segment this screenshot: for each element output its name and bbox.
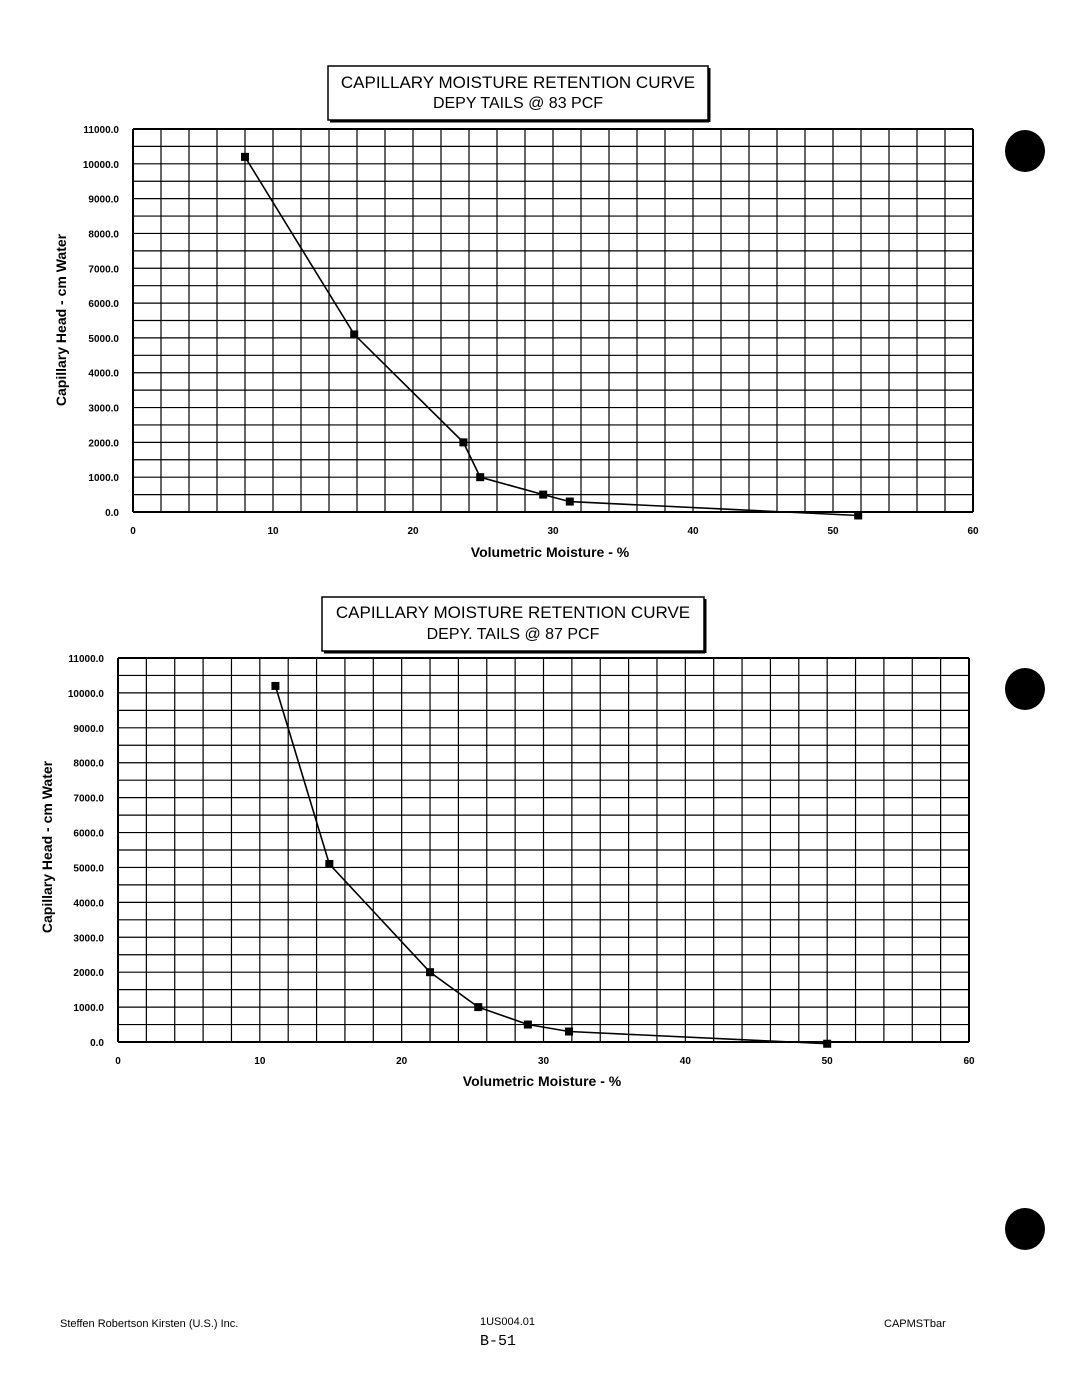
y-tick-label: 0.0	[90, 1038, 104, 1049]
chart-subtitle: DEPY. TAILS @ 87 PCF	[426, 626, 600, 643]
footer-company: Steffen Robertson Kirsten (U.S.) Inc.	[60, 1318, 239, 1330]
y-tick-label: 10000.0	[67, 688, 104, 700]
data-point-marker	[823, 1040, 831, 1048]
data-point-marker	[524, 1021, 532, 1029]
chart-title: CAPILLARY MOISTURE RETENTION CURVE	[340, 73, 696, 92]
x-tick-label: 60	[967, 526, 979, 537]
x-tick-label: 20	[407, 526, 419, 537]
data-point-marker	[325, 860, 333, 868]
y-axis-label: Capillary Head - cm Water	[53, 233, 69, 407]
y-tick-label: 3000.0	[73, 933, 104, 945]
y-tick-label: 2000.0	[73, 968, 104, 980]
y-tick-label: 1000.0	[88, 473, 119, 485]
chart-title-box	[322, 597, 705, 653]
x-axis-label: Volumetric Moisture - %	[462, 1073, 622, 1089]
x-tick-label: 50	[821, 1056, 833, 1067]
x-tick-label: 30	[537, 1056, 550, 1067]
x-axis-label: Volumetric Moisture - %	[470, 544, 630, 560]
data-point-marker	[426, 968, 434, 976]
y-tick-labels	[68, 654, 105, 1049]
y-tick-label: 6000.0	[88, 299, 119, 311]
binder-hole-icon	[1005, 130, 1045, 172]
y-axis-label: Capillary Head - cm Water	[39, 760, 55, 934]
y-tick-label: 0.0	[105, 508, 119, 519]
y-tick-label: 6000.0	[73, 828, 104, 840]
chart-subtitle: DEPY TAILS @ 83 PCF	[432, 95, 604, 112]
y-tick-label: 5000.0	[73, 863, 104, 875]
y-tick-label: 11000.0	[68, 654, 104, 665]
page-number: B-51	[480, 1333, 517, 1350]
footer-project-number: 1US004.01	[480, 1316, 536, 1328]
chart-title: CAPILLARY MOISTURE RETENTION CURVE	[335, 603, 691, 622]
binder-hole-icon	[1005, 668, 1045, 710]
y-tick-label: 8000.0	[88, 229, 119, 241]
y-tick-label: 4000.0	[73, 898, 104, 910]
y-tick-label: 7000.0	[73, 793, 104, 805]
x-tick-label: 50	[827, 526, 839, 537]
y-tick-label: 11000.0	[83, 125, 119, 136]
y-tick-label: 10000.0	[82, 159, 119, 171]
y-tick-label: 7000.0	[88, 264, 119, 276]
y-tick-label: 9000.0	[73, 723, 104, 735]
x-tick-label: 20	[396, 1056, 408, 1067]
data-point-marker	[474, 1003, 482, 1011]
y-tick-label: 1000.0	[73, 1003, 104, 1015]
footer-file-name: CAPMSTbar	[884, 1318, 946, 1330]
x-tick-label: 30	[547, 526, 559, 537]
x-tick-label: 40	[687, 526, 699, 537]
x-tick-label: 40	[679, 1056, 691, 1067]
plot-grid	[118, 658, 969, 1042]
x-tick-label: 60	[963, 1056, 975, 1067]
y-tick-label: 5000.0	[88, 333, 119, 345]
x-tick-label: 0	[130, 526, 136, 537]
x-tick-labels	[115, 1056, 975, 1067]
data-point-marker	[565, 1028, 573, 1036]
data-series	[271, 682, 831, 1048]
y-tick-label: 8000.0	[73, 758, 104, 770]
x-tick-label: 0	[115, 1056, 121, 1067]
x-tick-label: 10	[254, 1056, 266, 1067]
y-tick-label: 9000.0	[88, 194, 119, 206]
y-tick-label: 4000.0	[88, 368, 119, 380]
y-tick-label: 3000.0	[88, 403, 119, 415]
y-tick-label: 2000.0	[88, 438, 119, 450]
binder-hole-icon	[1005, 1208, 1045, 1250]
x-tick-label: 10	[267, 526, 279, 537]
data-point-marker	[271, 682, 279, 690]
